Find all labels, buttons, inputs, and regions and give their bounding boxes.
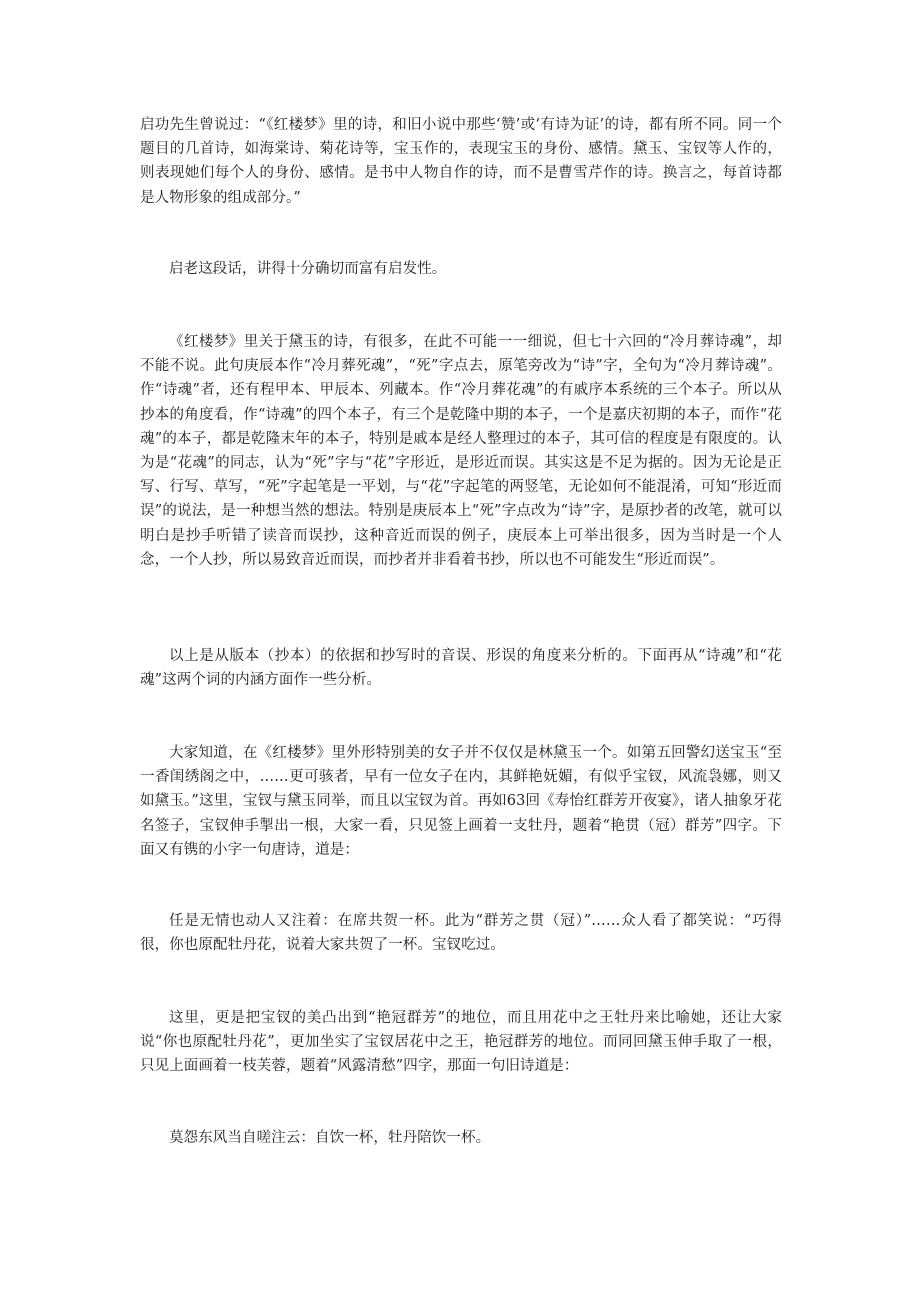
paragraph-qigong-quote: 启功先生曾说过：“《红楼梦》里的诗，和旧小说中那些‘赞’或‘有诗为证’的诗，都有所不同。同一个题目的几首诗，如海棠诗、菊花诗等，宝玉作的，表现宝玉的身份、感情。黛玉、宝钗等人作的，则表现她们每个人的身份、感情。是书中人物自作的诗，而不是曹雪芹作的诗。换言之，每首诗都是人物形象的组成部分。” <box>140 117 782 206</box>
paragraph-peony-quote: 任是无情也动人又注着：在席共贺一杯。此为“群芳之贯（冠）”……众人看了都笑说：“巧得很，你也原配牡丹花，说着大家共贺了一杯。宝钗吃过。 <box>140 913 782 954</box>
paragraph-qilao-comment: 启老这段话，讲得十分确切而富有启发性。 <box>169 261 447 277</box>
paragraph-yanguan-qunfang: 这里，更是把宝钗的美凸出到“艳冠群芳”的地位，而且用花中之王牡丹来比喻她，还让大家说“你也原配牡丹花”，更加坐实了宝钗居花中之王，艳冠群芳的地位。而同回黛玉伸手取了一根，只见上面画着一枝芙蓉，题着“风露清愁”四字，那面一句旧诗道是： <box>140 1010 782 1075</box>
paragraph-mo-yuan-dongfeng: 莫怨东风当自嗟注云：自饮一杯，牡丹陪饮一杯。 <box>169 1130 491 1146</box>
paragraph-shihun-analysis: 《红楼梦》里关于黛玉的诗，有很多，在此不可能一一细说，但七十六回的“冷月葬诗魂”，却不能不说。此句庚辰本作“冷月葬死魂”，“死”字点去，原笔旁改为“诗”字，全句为“冷月葬诗魂”。作“诗魂”者，还有程甲本、甲辰本、列藏本。作“冷月葬花魂”的有戚序本系统的三个本子。所以从抄本的角度看，作“诗魂”的四个本子，有三个是乾隆中期的本子，一个是嘉庆初期的本子，而作“花魂”的本子，都是乾隆末年的本子，特别是戚本是经人整理过的本子，其可信的程度是有限度的。认为是“花魂”的同志，认为“死”字与“花”字形近，是形近而误。其实这是不足为据的。因为无论是正写、行写、草写，“死”字起笔是一平划，与“花”字起笔的两竖笔，无论如何不能混淆，可知“形近而误”的说法，是一种想当然的想法。特别是庚辰本上“死”字点改为“诗”字，是原抄者的改笔，就可以明白是抄手听错了读音而误抄，这种音近而误的例子，庚辰本上可举出很多，因为当时是一个人念，一个人抄，所以易致音近而误，而抄者并非看着书抄，所以也不可能发生“形近而误”。 <box>140 334 782 568</box>
paragraph-version-analysis: 以上是从版本（抄本）的依据和抄写时的音误、形误的角度来分析的。下面再从“诗魂”和“花魂”这两个词的内涵方面作一些分析。 <box>140 648 782 689</box>
paragraph-baochai-beauty: 大家知道，在《红楼梦》里外形特别美的女子并不仅仅是林黛玉一个。如第五回警幻送宝玉“至一香闺绣阁之中，……更可骇者，早有一位女子在内，其鲜艳妩媚，有似乎宝钗，风流袅娜，则又如黛玉。”这里，宝钗与黛玉同举，而且以宝钗为首。再如63回《寿怡红群芳开夜宴》，诸人抽象牙花名签子，宝钗伸手掣出一根，大家一看，只见签上画着一支牡丹，题着“艳贯（冠）群芳”四字。下面又有镌的小字一句唐诗，道是： <box>140 745 782 858</box>
